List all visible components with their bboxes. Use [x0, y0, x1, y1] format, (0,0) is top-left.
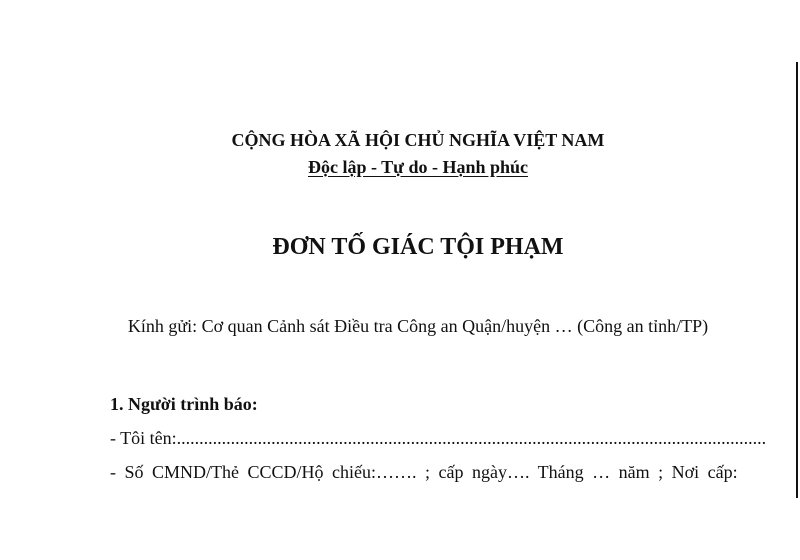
- section-heading-reporter: 1. Người trình báo:: [110, 394, 258, 414]
- national-motto: [0, 157, 800, 178]
- page-edge-rule: [796, 62, 798, 498]
- document-title: ĐƠN TỐ GIÁC TỘI PHẠM: [272, 234, 564, 260]
- addressee-line: Kính gửi: Cơ quan Cảnh sát Điều tra Công an Quận/huyện … (Công an tỉnh/TP): [127, 316, 709, 336]
- field-reporter-name: - Tôi tên:...................................................................................................................................: [110, 428, 767, 448]
- national-title: CỘNG HÒA XÃ HỘI CHỦ NGHĨA VIỆT NAM: [231, 130, 605, 150]
- field-reporter-id: - Số CMND/Thẻ CCCD/Hộ chiếu:……. ; cấp ngày…. Tháng … năm ; Nơi cấp:: [110, 462, 738, 482]
- national-motto-text: Độc lập - Tự do - Hạnh phúc: [307, 157, 529, 177]
